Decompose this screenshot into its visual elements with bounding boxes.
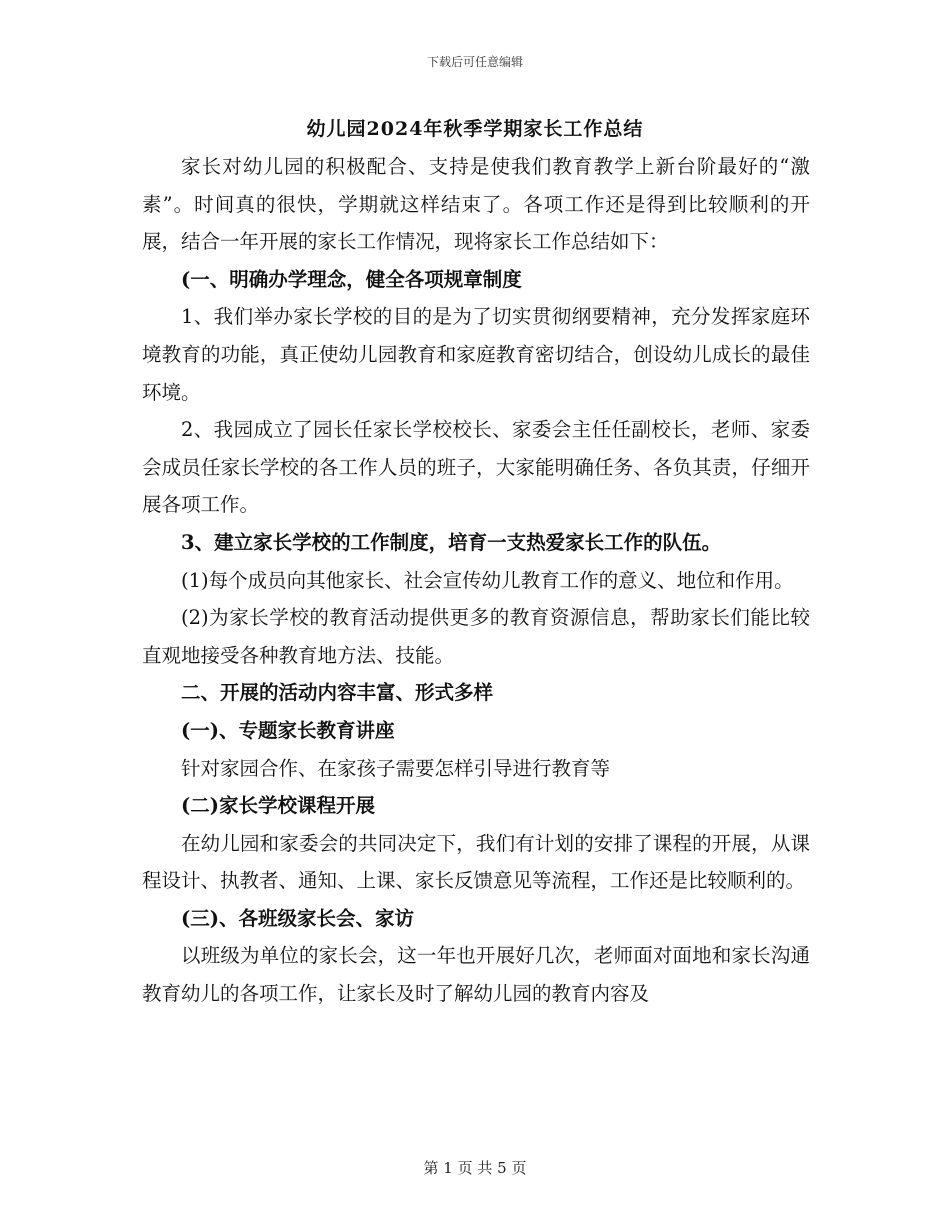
paragraph-sub-1: (1)每个成员向其他家长、社会宣传幼儿教育工作的意义、地位和作用。 [181,568,794,592]
paragraph-item-1: 1、我们举办家长学校的目的是为了切实贯彻纲要精神，充分发挥家庭环境教育的功能，真正使幼儿园教育和家庭教育密切结合，创设幼儿成长的最佳环境。 [142,305,810,404]
subheading-courses: (二)家长学校课程开展 [181,794,375,818]
subheading-item-3: 3、建立家长学校的工作制度，培育一支热爱家长工作的队伍。 [181,530,722,554]
section-heading-1: (一、明确办学理念，健全各项规章制度 [181,267,522,291]
header-note: 下载后可任意编辑 [426,55,523,69]
paragraph-lectures: 针对家园合作、在家孩子需要怎样引导进行教育等 [181,756,611,780]
page-indicator: 第 1 页 共 5 页 [423,1159,527,1177]
subheading-meetings: (三)、各班级家长会、家访 [181,906,414,930]
paragraph-sub-2: (2)为家长学校的教育活动提供更多的教育资源信息，帮助家长们能比较直观地接受各种教育地方法、技能。 [142,606,810,667]
paragraph-intro: 家长对幼儿园的积极配合、支持是使我们教育教学上新台阶最好的“激素”。时间真的很快，学期就这样结束了。各项工作还是得到比较顺利的开展，结合一年开展的家长工作情况，现将家长工作总结如下： [142,155,810,254]
document-title: 幼儿园2024年秋季学期家长工作总结 [306,118,644,140]
paragraph-courses: 在幼儿园和家委会的共同决定下，我们有计划的安排了课程的开展，从课程设计、执教者、通知、上课、家长反馈意见等流程，工作还是比较顺利的。 [142,831,810,893]
paragraph-meetings: 以班级为单位的家长会，这一年也开展好几次，老师面对面地和家长沟通教育幼儿的各项工作，让家长及时了解幼儿园的教育内容及 [142,944,810,1006]
subheading-lectures: (一)、专题家长教育讲座 [181,718,395,742]
document-body [142,148,810,1013]
section-heading-2: 二、开展的活动内容丰富、形式多样 [181,681,494,705]
paragraph-item-2: 2、我园成立了园长任家长学校校长、家委会主任任副校长，老师、家委会成员任家长学校的各工作人员的班子，大家能明确任务、各负其责，仔细开展各项工作。 [142,418,810,517]
